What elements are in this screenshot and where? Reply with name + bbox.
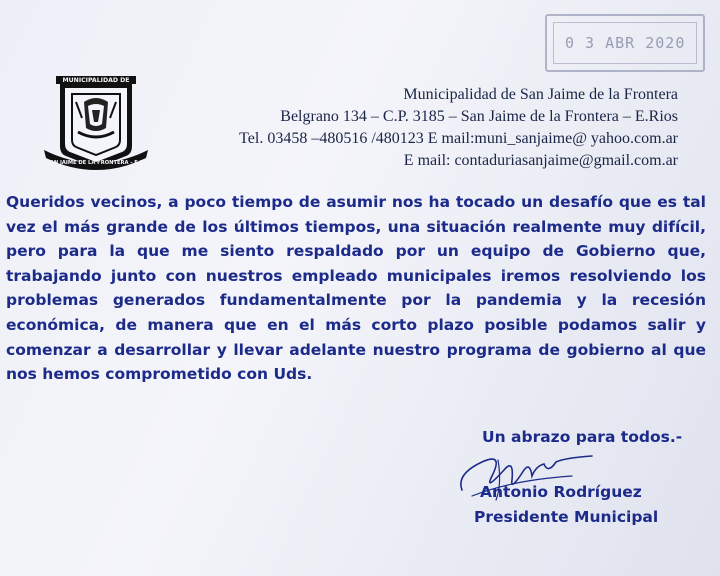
closing-farewell: Un abrazo para todos.- [482, 428, 683, 446]
letter-body-paragraph: Queridos vecinos, a poco tiempo de asumir nos ha tocado un desafío que es tal vez el más grande de los últimos tiempos, una situación realmente muy difícil, pero para la que me siento respaldado por un equipo de Gobierno que, trabajando junto con nuestros empleado municipales iremos resolviendo los problemas generados fundamentalmente por la pandemia y la recesión económica, de manera que en el más corto plazo posible podamos salir y comenzar a desarrollar y llevar adelante nuestro programa de gobierno al que nos hemos comprometido con Uds. [6, 193, 706, 384]
logo-bottom-text: SAN JAIME DE LA FRONTERA - E.R. [46, 160, 146, 166]
header-address: Belgrano 134 – C.P. 3185 – San Jaime de la Frontera – E.Rios [280, 108, 678, 125]
signer-title: Presidente Municipal [474, 508, 659, 526]
signer-name: Antonio Rodríguez [480, 483, 642, 501]
stamp-date: 0 3 ABR 2020 [565, 34, 686, 52]
date-stamp [545, 14, 705, 72]
header-municipality-name: Municipalidad de San Jaime de la Frontera [403, 86, 678, 103]
header-phone-email: Tel. 03458 –480516 /480123 E mail:muni_sanjaime@ yahoo.com.ar [239, 130, 678, 147]
header-email-secondary: E mail: contaduriasanjaime@gmail.com.ar [403, 152, 678, 169]
logo-top-text: MUNICIPALIDAD DE [62, 77, 130, 84]
municipality-crest-logo [40, 72, 152, 172]
